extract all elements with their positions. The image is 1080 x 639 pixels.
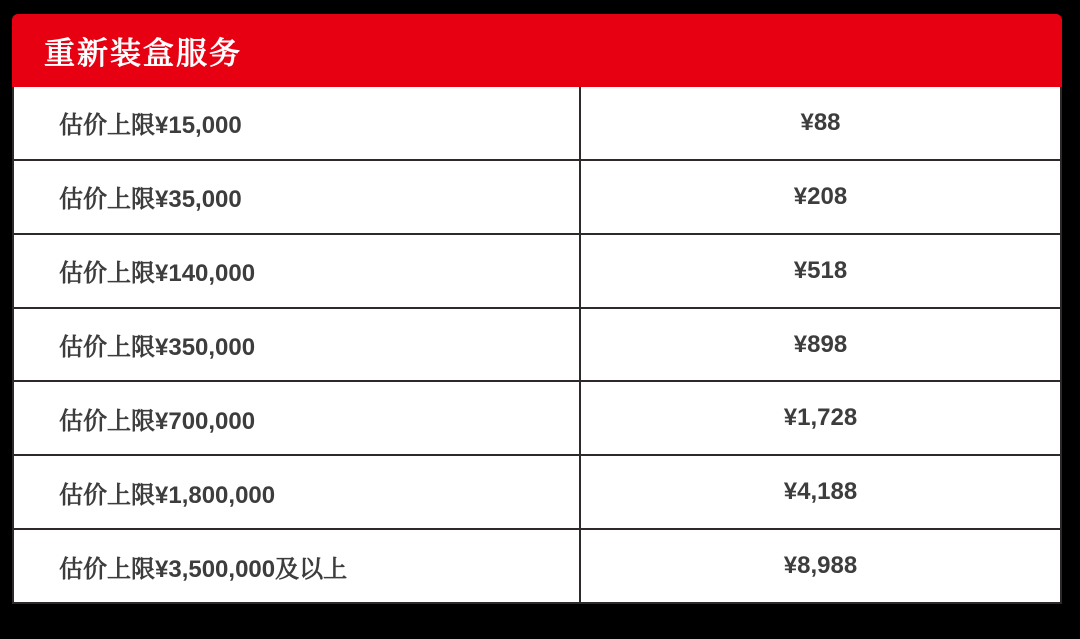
price-cell: ¥898	[793, 330, 848, 358]
valuation-tier-cell: 估价上限¥3,500,000及以上	[14, 530, 581, 602]
price-cell: ¥518	[793, 256, 848, 284]
price-cell: ¥1,728	[783, 404, 858, 432]
valuation-tier-cell: 估价上限¥35,000	[14, 161, 581, 233]
service-title-banner	[12, 14, 1062, 87]
price-cell: ¥4,188	[783, 478, 858, 506]
table-row	[14, 235, 1060, 309]
table-row	[14, 309, 1060, 383]
service-title: 重新装盒服务	[44, 36, 242, 71]
reboxing-service-price-panel	[12, 14, 1062, 604]
valuation-tier-cell: 估价上限¥1,800,000	[14, 456, 581, 528]
valuation-tier-cell: 估价上限¥350,000	[14, 309, 581, 381]
price-cell: ¥8,988	[783, 552, 858, 580]
table-row	[14, 456, 1060, 530]
table-row	[14, 161, 1060, 235]
valuation-tier-cell: 估价上限¥15,000	[14, 87, 581, 159]
price-table	[12, 87, 1062, 604]
table-row	[14, 382, 1060, 456]
table-row	[14, 87, 1060, 161]
price-cell: ¥208	[793, 182, 848, 210]
price-cell: ¥88	[800, 108, 841, 136]
valuation-tier-cell: 估价上限¥140,000	[14, 235, 581, 307]
table-row	[14, 530, 1060, 602]
valuation-tier-cell: 估价上限¥700,000	[14, 382, 581, 454]
